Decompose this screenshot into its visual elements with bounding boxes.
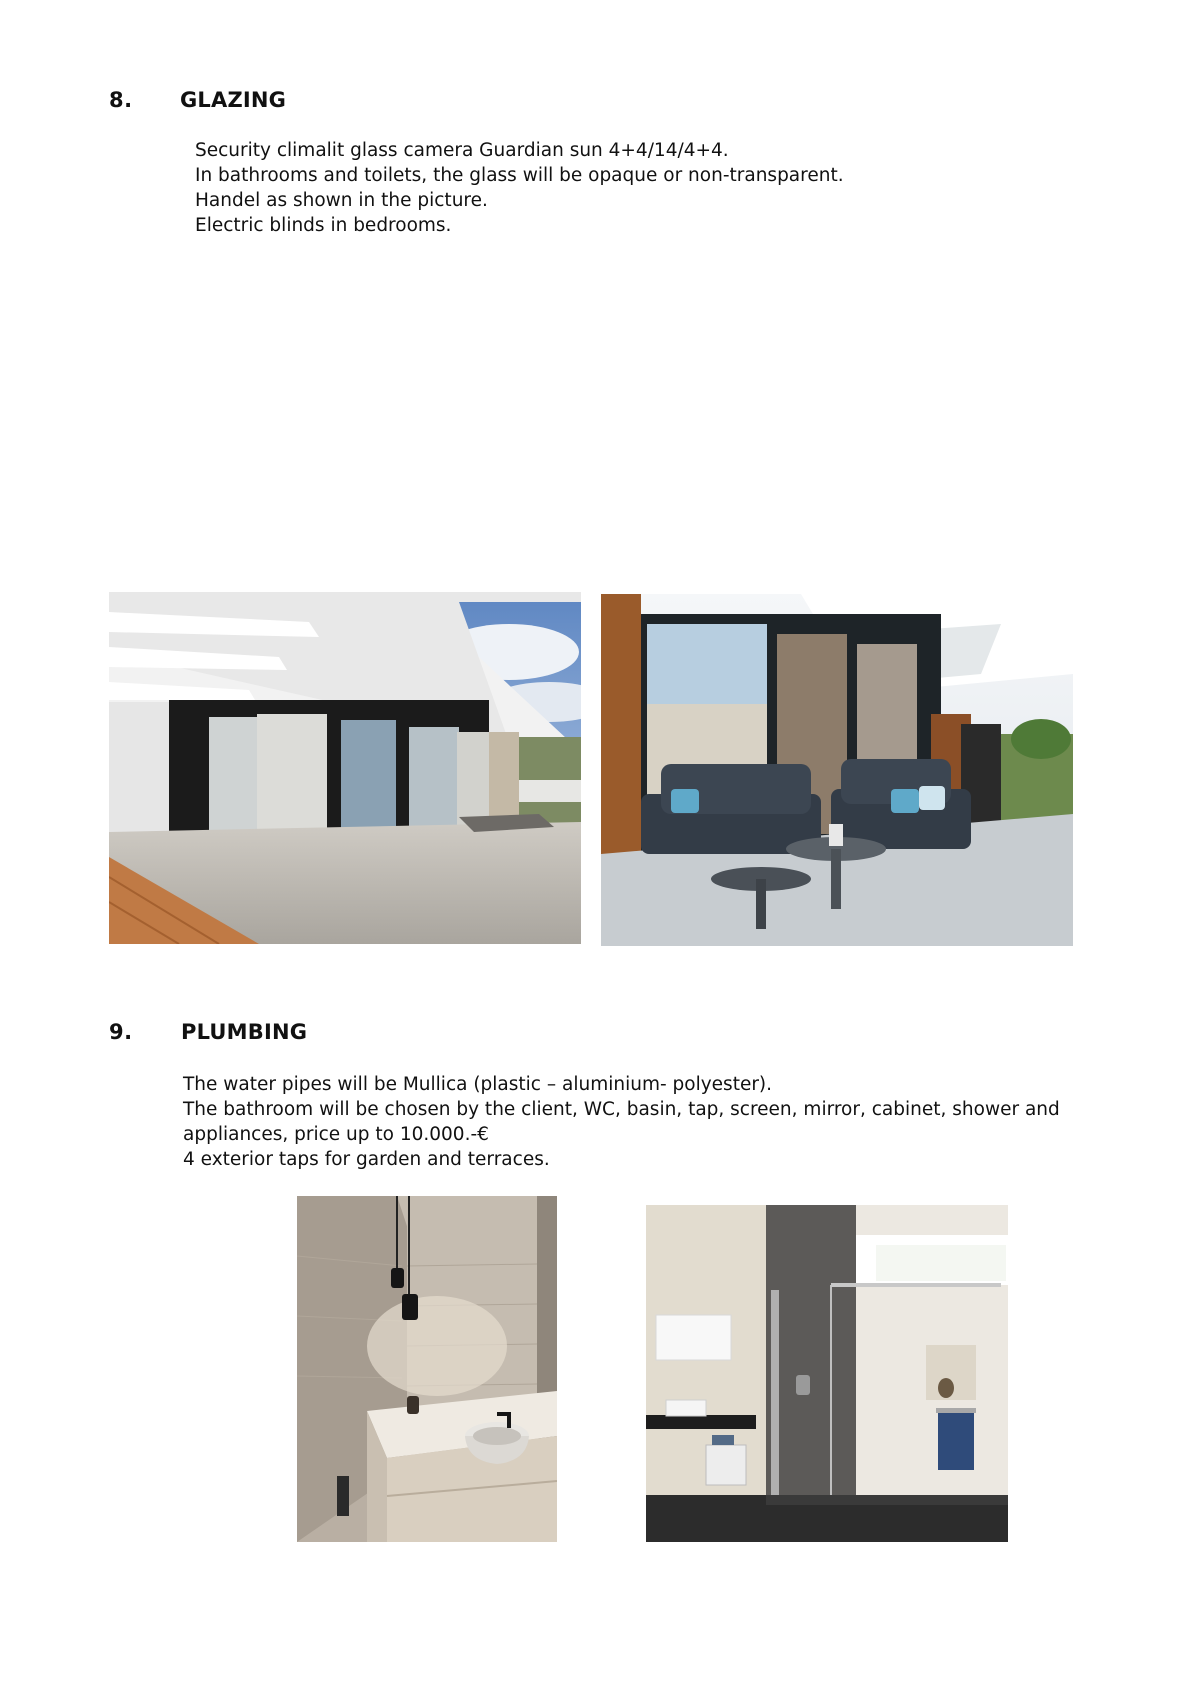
glazing-line: Security climalit glass camera Guardian sun 4+4/14/4+4. bbox=[195, 140, 729, 161]
section-8-title: GLAZING bbox=[180, 88, 287, 112]
section-9-number: 9. bbox=[109, 1020, 133, 1044]
plumbing-photo-shower bbox=[646, 1205, 1008, 1542]
section-9-title: PLUMBING bbox=[181, 1020, 308, 1044]
plumbing-line: appliances, price up to 10.000.-€ bbox=[183, 1124, 489, 1145]
section-8-number: 8. bbox=[109, 88, 133, 112]
plumbing-line: The water pipes will be Mullica (plastic – aluminium- polyester). bbox=[183, 1074, 773, 1095]
plumbing-line: The bathroom will be chosen by the client, WC, basin, tap, screen, mirror, cabinet, shower and bbox=[183, 1099, 1060, 1120]
plumbing-description bbox=[183, 1072, 1060, 1172]
glazing-photo-terrace bbox=[601, 594, 1073, 946]
plumbing-line: 4 exterior taps for garden and terraces. bbox=[183, 1149, 550, 1170]
glazing-line: Electric blinds in bedrooms. bbox=[195, 215, 452, 236]
glazing-description bbox=[195, 138, 844, 238]
glazing-line: In bathrooms and toilets, the glass will be opaque or non-transparent. bbox=[195, 165, 844, 186]
plumbing-photo-vanity bbox=[297, 1196, 557, 1542]
glazing-photo-exterior bbox=[109, 592, 581, 944]
glazing-line: Handel as shown in the picture. bbox=[195, 190, 488, 211]
